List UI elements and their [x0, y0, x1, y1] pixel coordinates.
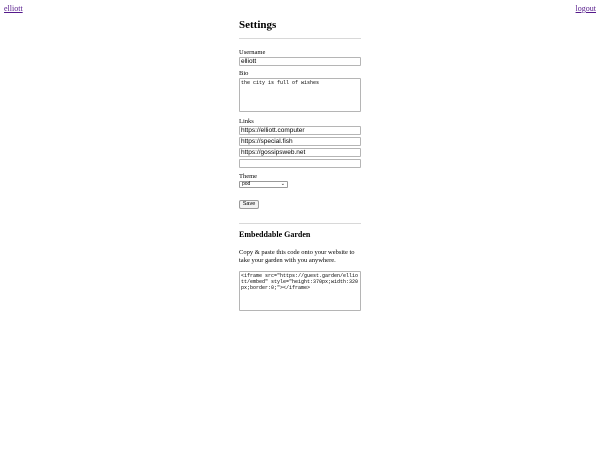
links-label: Links — [239, 118, 254, 125]
page-title: Settings — [239, 19, 277, 31]
logout-link[interactable]: logout — [575, 4, 596, 13]
bio-label: Bio — [239, 70, 249, 77]
link-input-2[interactable]: https://special.fish — [239, 137, 361, 146]
theme-select-value: pod — [242, 181, 251, 187]
link-input-1[interactable]: https://elliott.computer — [239, 126, 361, 135]
embed-section-title: Embeddable Garden — [239, 230, 311, 239]
save-button[interactable]: Save — [239, 200, 259, 209]
chevron-down-icon: ⌄ — [280, 181, 285, 187]
theme-select[interactable] — [239, 181, 288, 188]
embed-code-textarea[interactable]: <iframe src="https://guest.garden/elliott/embed" style="height:370px;width:320px;border:0;"></iframe> — [239, 271, 361, 311]
username-label: Username — [239, 49, 266, 56]
theme-label: Theme — [239, 173, 258, 180]
username-input[interactable]: elliott — [239, 57, 361, 66]
settings-panel — [239, 17, 361, 311]
embed-description: Copy & paste this code onto your website to take your garden with you anywhere. — [239, 249, 355, 264]
user-profile-link[interactable]: elliott — [4, 4, 23, 13]
bio-textarea[interactable]: the city is full of wishes — [239, 78, 361, 112]
link-input-3[interactable]: https://gossipsweb.net — [239, 148, 361, 157]
link-input-4[interactable] — [239, 159, 361, 168]
